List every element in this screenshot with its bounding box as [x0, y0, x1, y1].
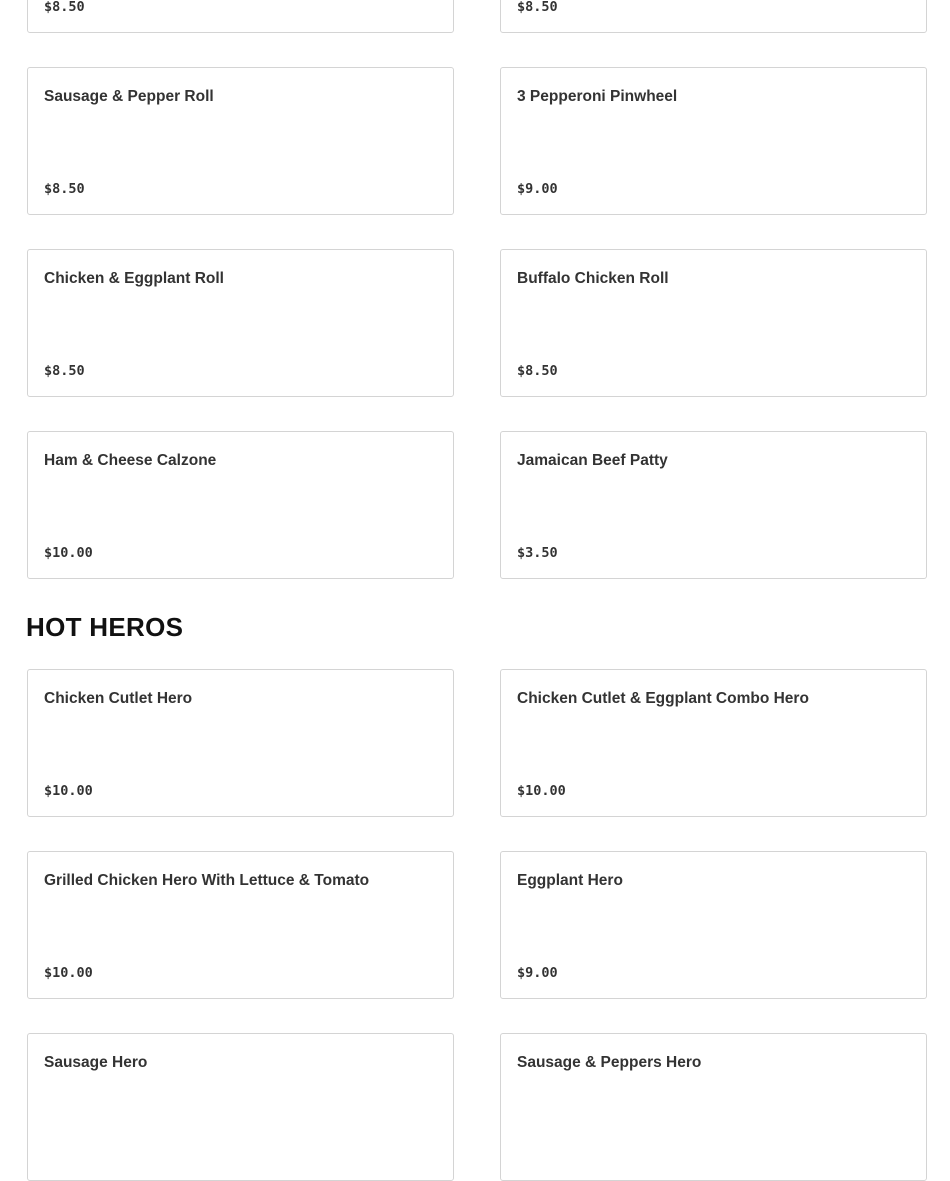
menu-item-card[interactable] — [27, 67, 454, 215]
item-name: Eggplant Hero — [517, 872, 623, 889]
item-name: Sausage Hero — [44, 1054, 148, 1071]
item-name: 3 Pepperoni Pinwheel — [517, 88, 678, 105]
item-price: $8.50 — [44, 0, 85, 15]
item-name: Sausage & Pepper Roll — [44, 88, 214, 105]
menu-item-card[interactable] — [500, 249, 927, 397]
item-name: Ham & Cheese Calzone — [44, 452, 217, 469]
item-price: $3.50 — [517, 545, 558, 561]
menu-item-card[interactable] — [27, 1033, 454, 1181]
item-price: $9.00 — [517, 965, 558, 981]
item-price: $8.50 — [44, 363, 85, 379]
section-title-hot-heros: HOT HEROS — [26, 612, 184, 642]
item-name: Chicken Cutlet & Eggplant Combo Hero — [517, 690, 809, 707]
menu-item-card[interactable] — [500, 431, 927, 579]
item-name: Jamaican Beef Patty — [517, 452, 668, 469]
menu-item-card[interactable] — [500, 67, 927, 215]
item-price: $9.00 — [517, 181, 558, 197]
menu-item-card[interactable] — [500, 0, 927, 33]
item-price: $10.00 — [44, 545, 93, 561]
item-price: $10.00 — [517, 783, 566, 799]
item-name: Buffalo Chicken Roll — [517, 270, 669, 287]
item-name: Sausage & Peppers Hero — [517, 1054, 702, 1071]
menu-item-card[interactable] — [500, 1033, 927, 1181]
item-price: $8.50 — [517, 0, 558, 15]
menu-item-card[interactable] — [27, 249, 454, 397]
item-name: Chicken Cutlet Hero — [44, 690, 193, 707]
item-name: Grilled Chicken Hero With Lettuce & Tomato — [44, 872, 370, 889]
menu-item-card[interactable] — [27, 431, 454, 579]
menu-item-card[interactable] — [27, 0, 454, 33]
menu-item-card[interactable] — [27, 669, 454, 817]
item-price: $10.00 — [44, 965, 93, 981]
menu-item-card[interactable] — [500, 669, 927, 817]
item-price: $10.00 — [44, 783, 93, 799]
item-price: $8.50 — [44, 181, 85, 197]
item-name: Chicken & Eggplant Roll — [44, 270, 224, 287]
menu-item-card[interactable] — [500, 851, 927, 999]
menu-item-card[interactable] — [27, 851, 454, 999]
item-price: $8.50 — [517, 363, 558, 379]
